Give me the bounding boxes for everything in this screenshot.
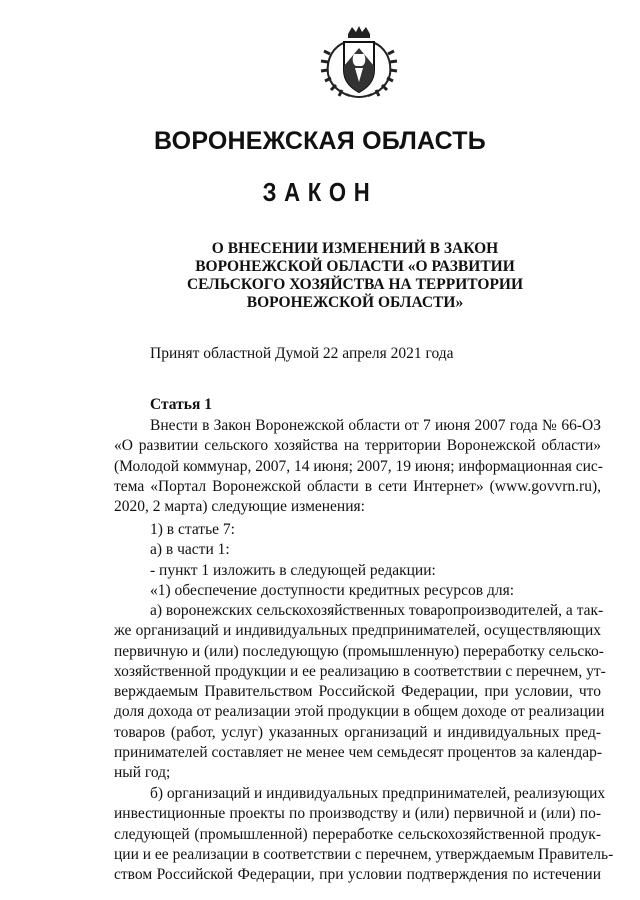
list-item: 1) в статье 7:: [150, 521, 235, 538]
law-subject-line: ВОРОНЕЖСКОЙ ОБЛАСТИ «О РАЗВИТИИ: [195, 258, 515, 275]
list-item: а) в части 1:: [150, 541, 230, 559]
law-subject-line: ВОРОНЕЖСКОЙ ОБЛАСТИ»: [246, 294, 464, 311]
text-line: хозяйственной продукции и ее реализацию в соответствии с перечнем, ут-: [114, 662, 606, 680]
article-intro: [114, 416, 601, 517]
text-line: (Молодой коммунар, 2007, 14 июня; 2007, 19 июня; информационная сис-: [114, 457, 603, 475]
text-line: первичную и (или) последующую (промышленную) переработку сельско-: [114, 642, 604, 660]
text-line: «О развитии сельского хозяйства на территории Воронежской области»: [114, 437, 601, 455]
paragraph-b: [114, 784, 614, 885]
coat-of-arms-icon: [316, 24, 402, 100]
law-subject: [150, 240, 560, 312]
text-line: верждаемым Правительством Российской Федерации, при условии, что: [114, 683, 601, 701]
text-line: тема «Портал Воронежской области в сети Интернет» (www.govvrn.ru),: [114, 477, 601, 495]
list-item: «1) обеспечение доступности кредитных ресурсов для:: [150, 581, 515, 599]
text-line: доля дохода от реализации этой продукции в общем доходе от реализации: [114, 703, 605, 721]
text-line: следующей (промышленной) переработке сельскохозяйственной продук-: [114, 825, 601, 843]
text-line: ный год;: [114, 764, 171, 782]
document-type-title: ЗАКОН: [262, 177, 378, 207]
article-heading: Статья 1: [150, 396, 212, 413]
text-line: инвестиционные проекты по производству и (или) первичной и (или) по-: [114, 805, 601, 823]
law-subject-line: О ВНЕСЕНИИ ИЗМЕНЕНИЙ В ЗАКОН: [211, 240, 499, 257]
text-line: ством Российской Федерации, при условии подтверждения по истечении: [114, 866, 601, 884]
text-line: а) воронежских сельскохозяйственных товаропроизводителей, а так-: [150, 602, 604, 619]
text-line: б) организаций и индивидуальных предпринимателей, реализующих: [150, 785, 606, 802]
list-item: - пункт 1 изложить в следующей редакции:: [150, 561, 436, 579]
region-title: ВОРОНЕЖСКАЯ ОБЛАСТЬ: [154, 127, 486, 155]
text-line: 2020, 2 марта) следующие изменения:: [114, 498, 365, 516]
text-line: товаров (работ, услуг) указанных организаций и индивидуальных пред-: [114, 723, 601, 741]
law-subject-line: СЕЛЬСКОГО ХОЗЯЙСТВА НА ТЕРРИТОРИИ: [186, 276, 524, 293]
adoption-date: Принят областной Думой 22 апреля 2021 года: [150, 345, 454, 362]
text-line: ции и ее реализации в соответствии с перечнем, утверждаемым Правитель-: [114, 845, 614, 863]
amendment-list: [114, 520, 601, 601]
paragraph-a: [114, 601, 606, 784]
text-line: же организаций и индивидуальных предпринимателей, осуществляющих: [114, 622, 601, 640]
text-line: принимателей составляет не менее чем семьдесят процентов за календар-: [114, 744, 603, 762]
text-line: Внести в Закон Воронежской области от 7 июня 2007 года № 66-ОЗ: [150, 417, 601, 434]
